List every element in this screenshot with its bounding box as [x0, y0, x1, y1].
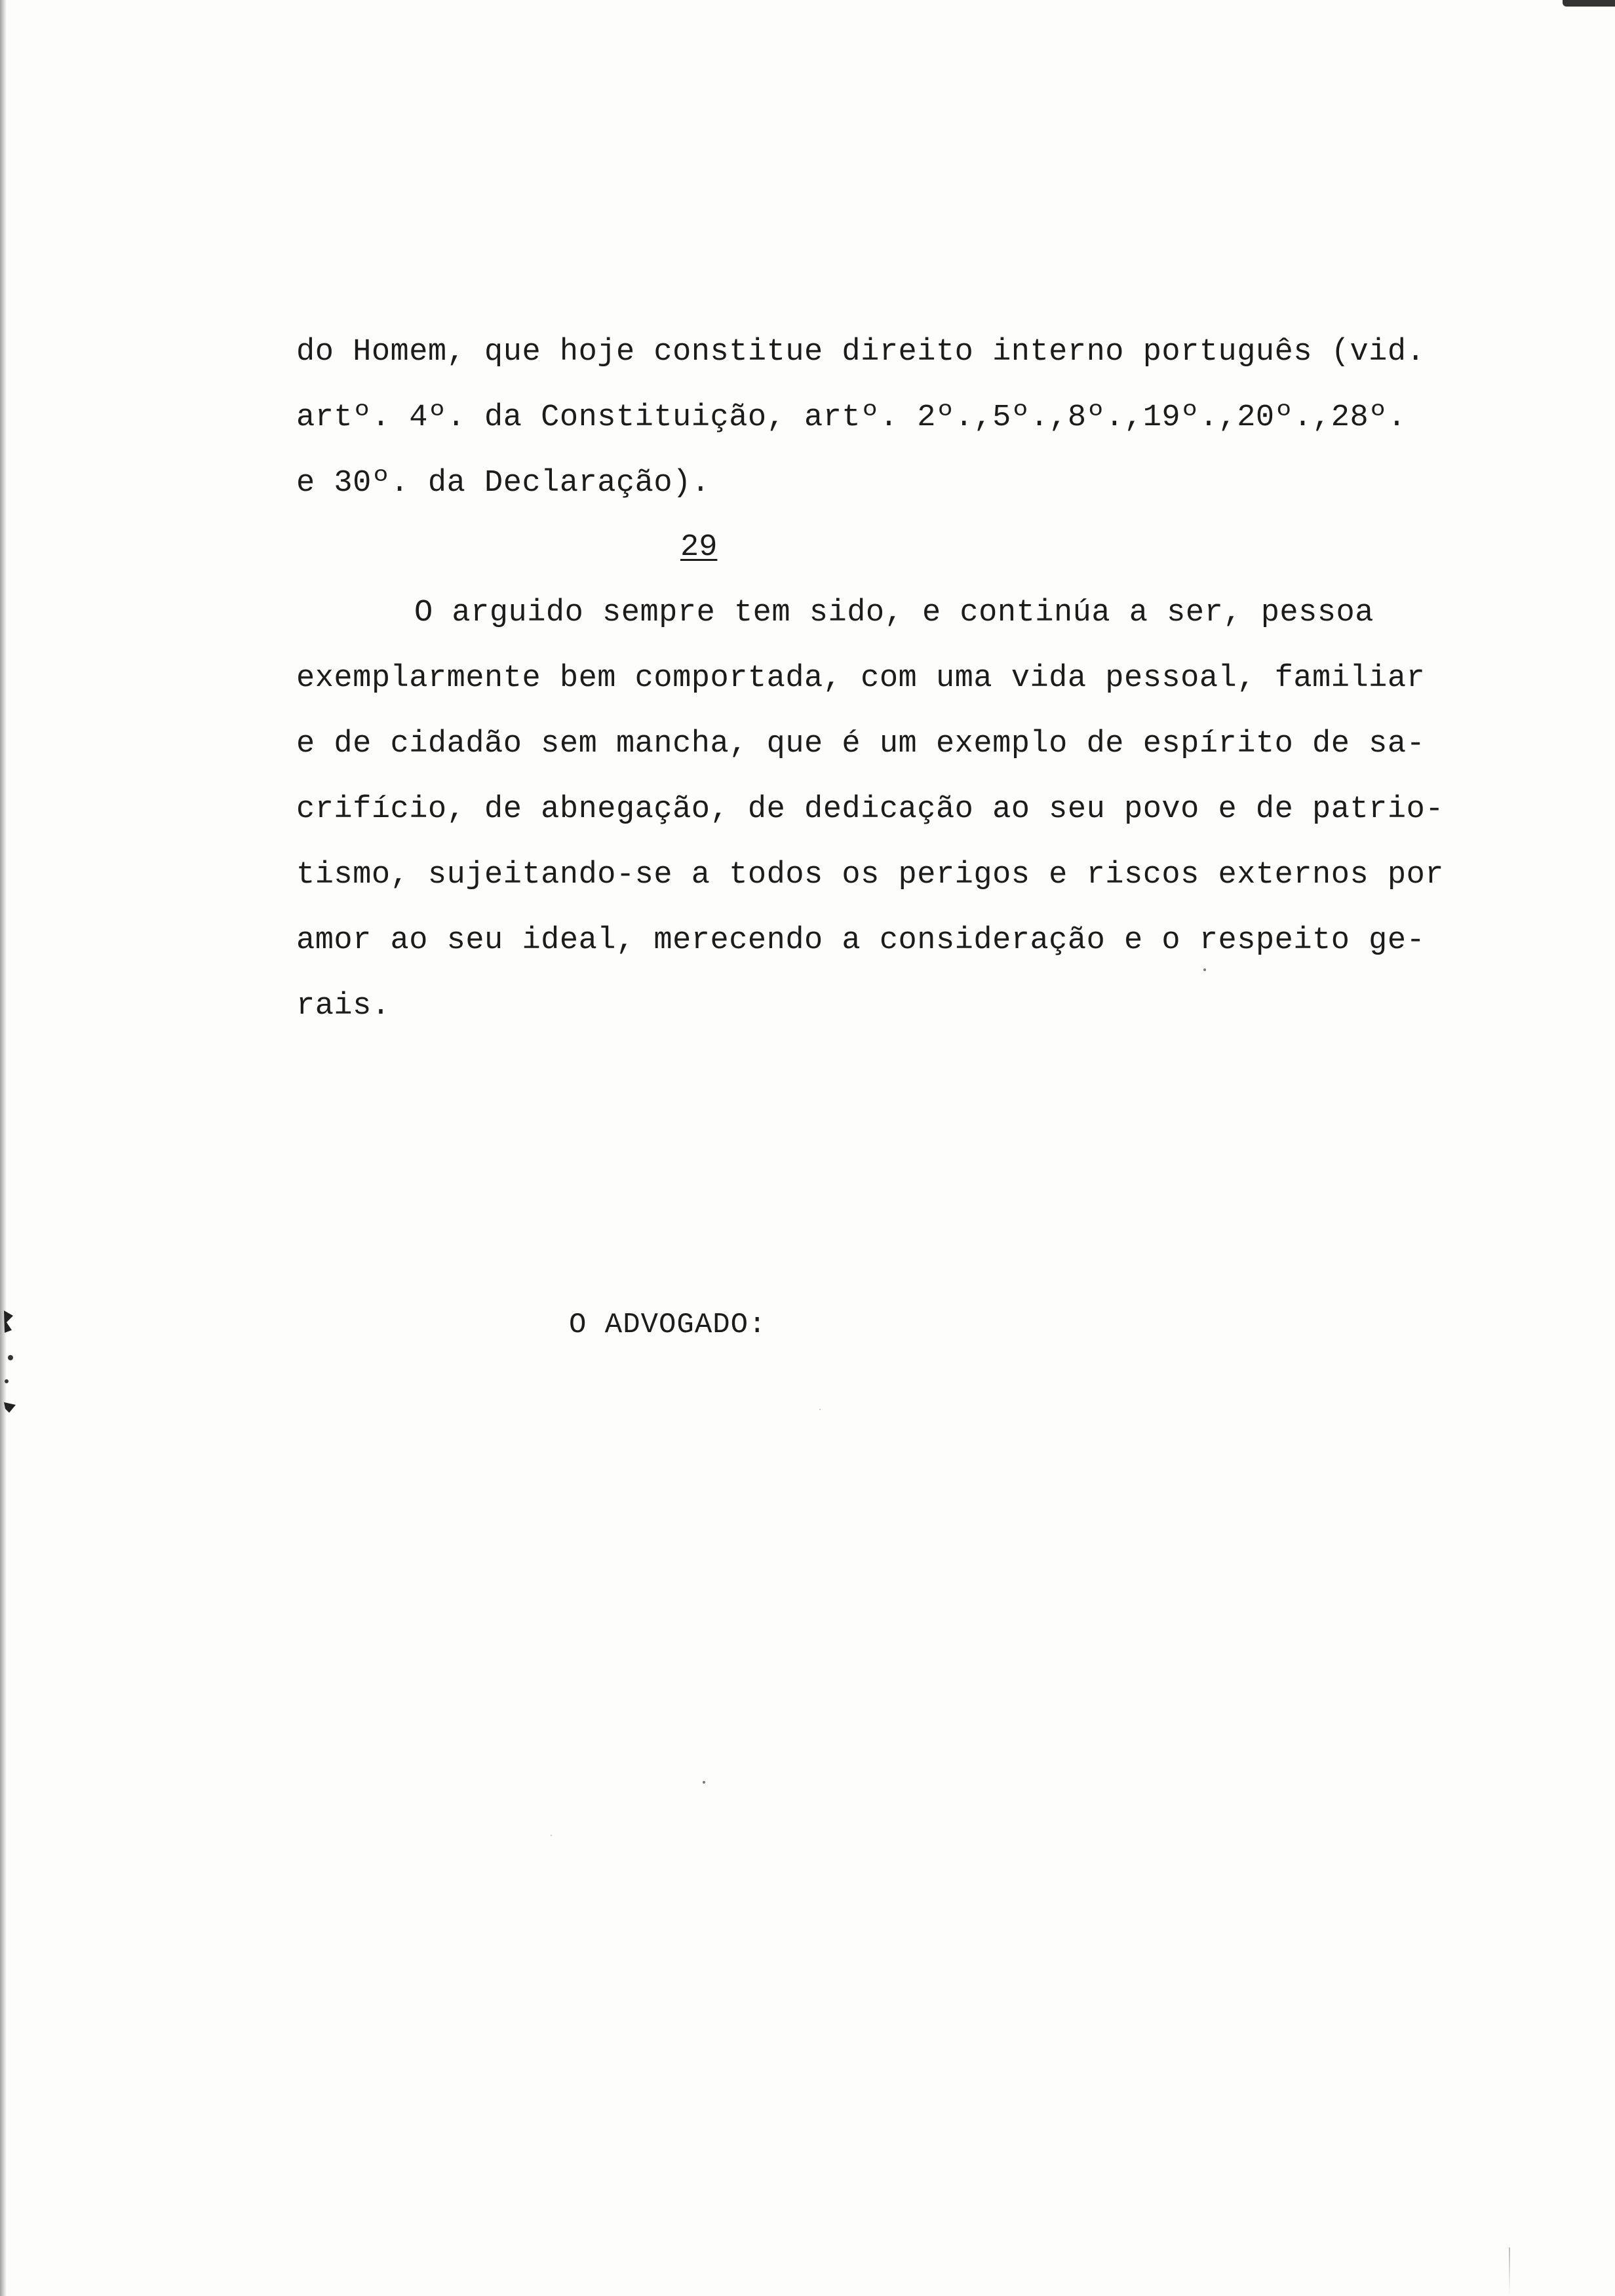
text-line: e de cidadão sem mancha, que é um exemplo de espírito de sa-: [296, 727, 1426, 761]
scan-edge-left: [0, 0, 7, 2296]
scan-speck: [703, 1781, 705, 1784]
text-line: e 30º. da Declaração).: [296, 466, 710, 501]
scan-edge-top-right: [1563, 0, 1615, 7]
scan-speck: [819, 1409, 821, 1410]
text-line: amor ao seu ideal, merecendo a consideração e o respeito ge-: [296, 923, 1426, 958]
text-line: do Homem, que hoje constitue direito interno português (vid.: [296, 335, 1426, 370]
paragraph-29-text: [296, 581, 1515, 1039]
continuation-text: [296, 320, 1515, 516]
text-line: crifício, de abnegação, de dedicação ao seu povo e de patrio-: [296, 792, 1444, 827]
text-line: tismo, sujeitando-se a todos os perigos e riscos externos por: [296, 858, 1444, 892]
text-line: exemplarmente bem comportada, com uma vida pessoal, familiar: [296, 661, 1426, 696]
text-line: rais.: [296, 989, 391, 1024]
paragraph-number: 29: [680, 530, 718, 565]
text-line: artº. 4º. da Constituição, artº. 2º.,5º.,8º.,19º.,20º.,28º.: [296, 400, 1407, 435]
scan-speck: [551, 1835, 552, 1836]
scan-edge-right-bottom: [1509, 2248, 1510, 2296]
staple-hole-marks: [3, 1304, 17, 1435]
signature-label: O ADVOGADO:: [569, 1309, 767, 1341]
scan-speck: [1203, 968, 1206, 971]
text-line: O arguido sempre tem sido, e continúa a ser, pessoa: [414, 596, 1374, 630]
